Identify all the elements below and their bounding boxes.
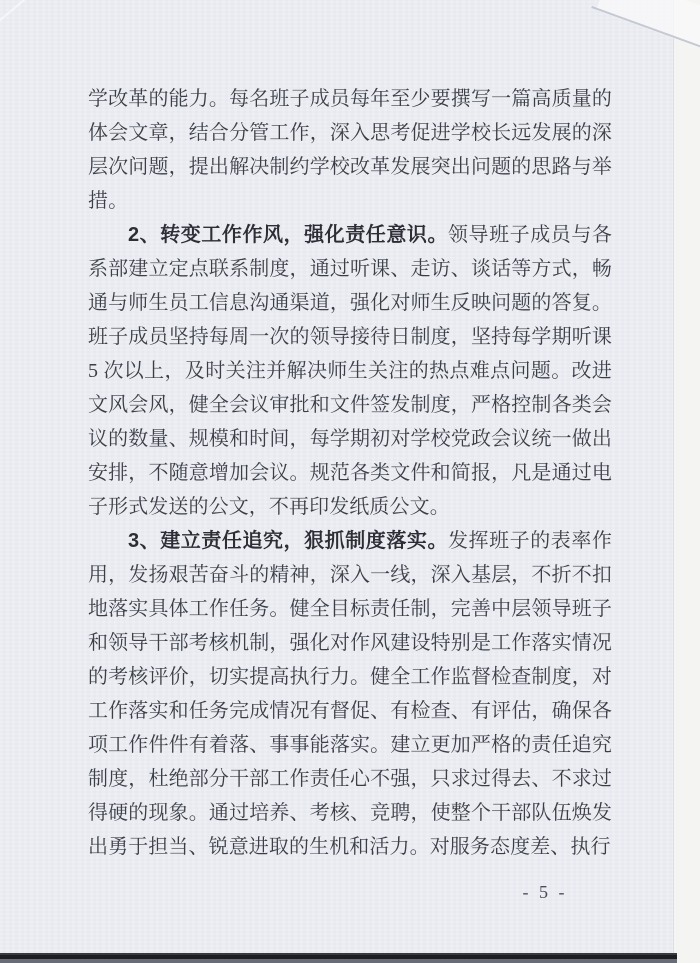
paragraph-continuation: [88, 82, 612, 218]
paragraph-item-2: [88, 218, 612, 524]
paragraph-text: 领导班子成员与各系部建立定点联系制度，通过听课、走访、谈话等方式，畅通与师生员工信息沟通渠道，强化对师生反映问题的答复。班子成员坚持每周一次的领导接待日制度，坚持每学期听课 5 次以上，及时关注并解决师生关注的热点难点问题。改进文风会风，健全会议审批和文件签发制度，严格控制各类会议的数量、规模和时间，每学期初对学校党政会议统一做出安排，不随意增加会议。规范各类文件和简报，凡是通过电子形式发送的公文，不再印发纸质公文。: [88, 224, 612, 518]
document-body: [88, 82, 612, 864]
paragraph-heading: 3、建立责任追究，狠抓制度落实。: [128, 530, 448, 552]
paragraph-text: 发挥班子的表率作用，发扬艰苦奋斗的精神，深入一线，深入基层，不折不扣地落实具体工作任务。健全目标责任制，完善中层领导班子和领导干部考核机制，强化对作风建设特别是工作落实情况的考核评价，切实提高执行力。健全工作监督检查制度，对工作落实和任务完成情况有督促、有检查、有评估，确保各项工作件件有着落、事事能落实。建立更加严格的责任追究制度，杜绝部分干部工作责任心不强，只求过得去、不求过得硬的现象。通过培养、考核、竞聘，使整个干部队伍焕发出勇于担当、锐意进取的生机和活力。对服务态度差、执行: [88, 530, 612, 858]
scan-corner-top-left-line: [0, 0, 48, 36]
scan-edge-right-strip: [673, 0, 700, 963]
scan-edge-bottom-shadow: [0, 953, 677, 963]
paragraph-text: 学改革的能力。每名班子成员每年至少要撰写一篇高质量的体会文章，结合分管工作，深入思考促进学校长远发展的深层次问题，提出解决制约学校改革发展突出问题的思路与举措。: [88, 88, 612, 212]
page-number: - 5 -: [522, 882, 568, 902]
paragraph-item-3: [88, 524, 612, 864]
paragraph-heading: 2、转变工作作风，强化责任意识。: [128, 224, 448, 246]
